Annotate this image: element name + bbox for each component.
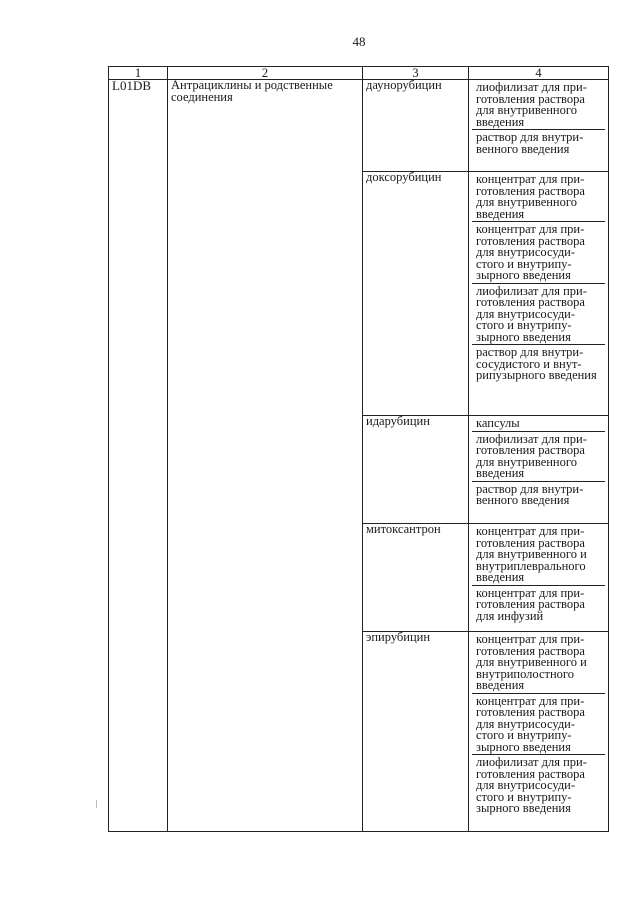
drug-name: идарубицин bbox=[363, 416, 469, 524]
dosage-form: концентрат для при-готовления раствора для внутривенного и внутриполостного введения bbox=[476, 632, 587, 692]
dosage-forms bbox=[469, 80, 609, 172]
drug-name: митоксантрон bbox=[363, 524, 469, 632]
margin-mark bbox=[96, 800, 97, 808]
dosage-form: концентрат для при-готовления раствора для внутрисосуди-стого и внутрипу-зырного введения bbox=[472, 221, 605, 283]
dosage-form: раствор для внутри-венного введения bbox=[472, 129, 605, 156]
dosage-form: лиофилизат для при-готовления раствора для внутривенного введения bbox=[472, 431, 605, 481]
column-header-1: 1 bbox=[109, 67, 168, 80]
table-row bbox=[109, 80, 609, 172]
column-header-3: 3 bbox=[363, 67, 469, 80]
dosage-form: раствор для внутри-сосудистого и внут-рипузырного введения bbox=[472, 344, 605, 383]
drug-name: эпирубицин bbox=[363, 632, 469, 832]
dosage-form: концентрат для при-готовления раствора для инфузий bbox=[472, 585, 605, 624]
dosage-form: концентрат для при-готовления раствора для внутривенного и внутриплеврального введения bbox=[476, 524, 587, 584]
atc-code: L01DB bbox=[109, 80, 168, 832]
dosage-forms bbox=[469, 524, 609, 632]
dosage-form: раствор для внутри-венного введения bbox=[472, 481, 605, 508]
dosage-form: лиофилизат для при-готовления раствора для внутривенного введения bbox=[476, 80, 587, 129]
dosage-form: лиофилизат для при-готовления раствора для внутрисосуди-стого и внутрипу-зырного введения bbox=[472, 283, 605, 345]
dosage-forms bbox=[469, 416, 609, 524]
drug-group: Антрациклины и родственные соединения bbox=[168, 80, 363, 832]
dosage-form: концентрат для при-готовления раствора для внутрисосуди-стого и внутрипу-зырного введения bbox=[472, 693, 605, 755]
dosage-form: лиофилизат для при-готовления раствора для внутрисосуди-стого и внутрипу-зырного введения bbox=[472, 754, 605, 816]
column-header-2: 2 bbox=[168, 67, 363, 80]
drug-name: даунорубицин bbox=[363, 80, 469, 172]
dosage-form: концентрат для при-готовления раствора для внутривенного введения bbox=[476, 172, 585, 221]
drug-table bbox=[108, 66, 609, 832]
page-number: 48 bbox=[352, 34, 366, 49]
dosage-forms bbox=[469, 172, 609, 416]
column-header-4: 4 bbox=[469, 67, 609, 80]
dosage-form: капсулы bbox=[476, 416, 520, 430]
drug-name: доксорубицин bbox=[363, 172, 469, 416]
dosage-forms bbox=[469, 632, 609, 832]
